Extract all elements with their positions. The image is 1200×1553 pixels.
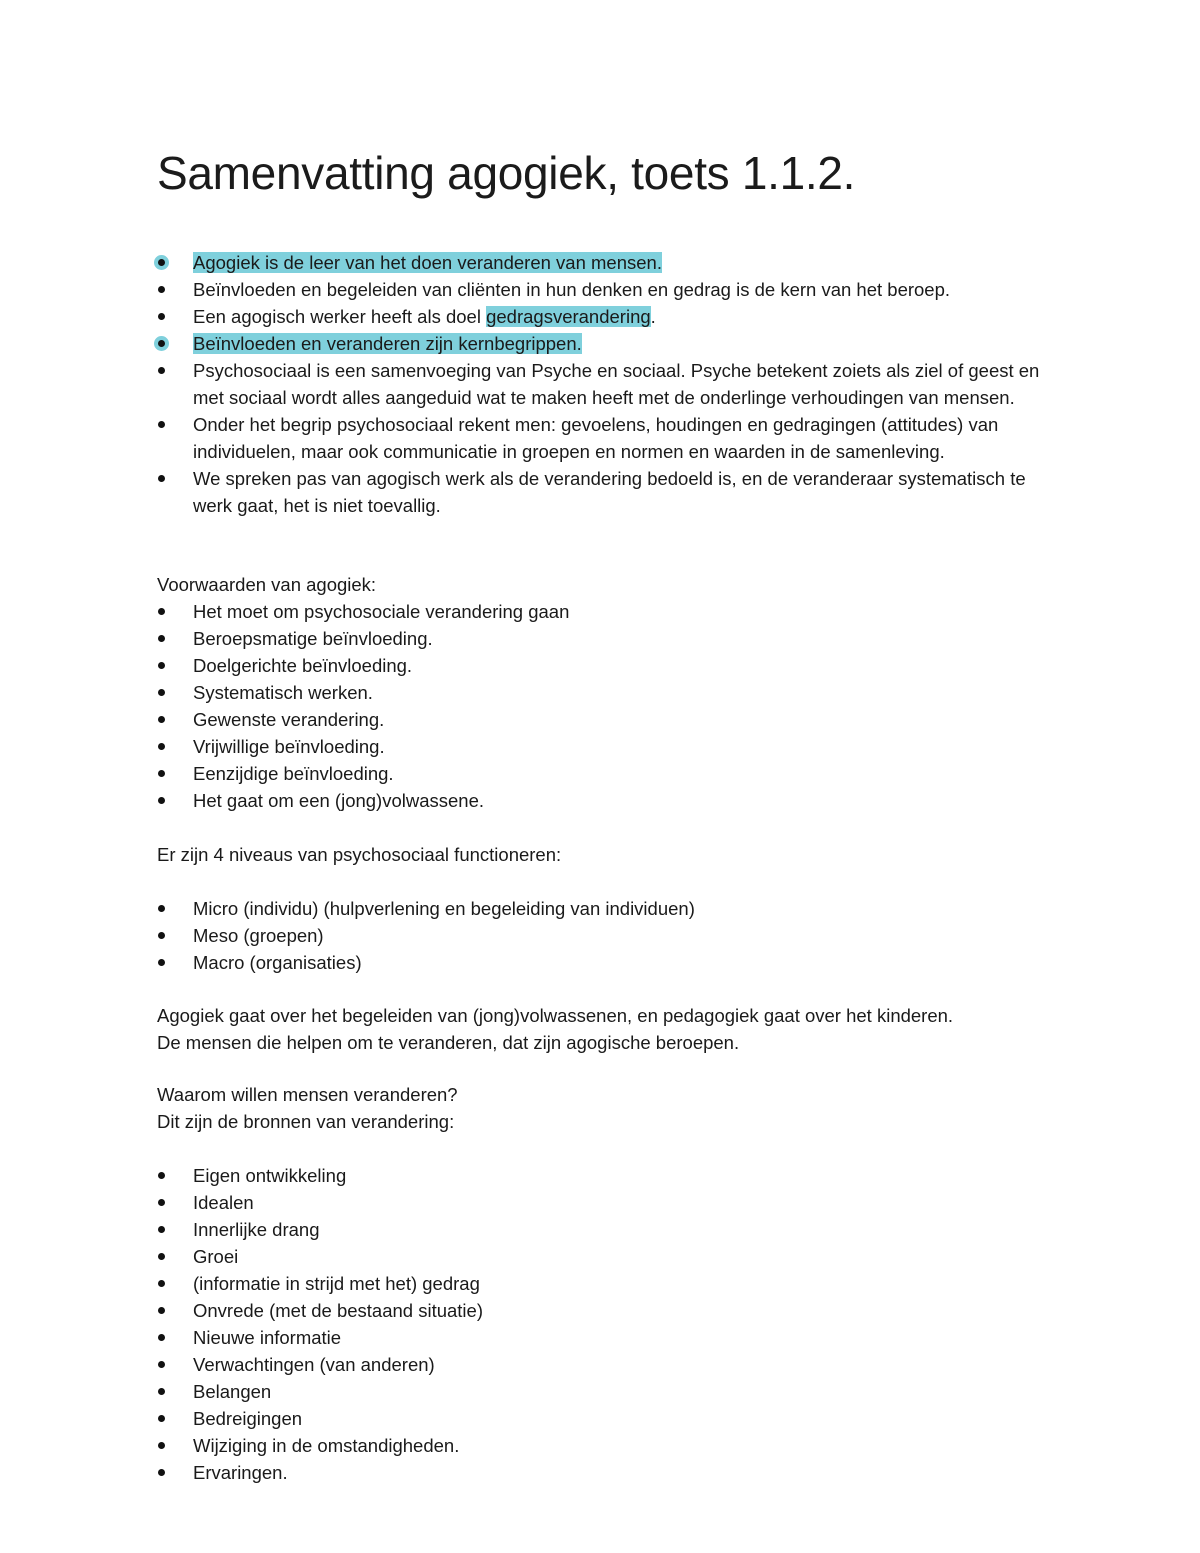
list-item: Psychosociaal is een samenvoeging van Psyche en sociaal. Psyche betekent zoiets als ziel of geest en met sociaal wordt alles aangeduid wat te maken heeft met de onderlinge verhoudingen van mensen. (157, 357, 1057, 411)
highlighted-text: gedragsverandering (486, 306, 651, 327)
list-item: Idealen (157, 1189, 1057, 1216)
paragraph-line: Agogiek gaat over het begeleiden van (jong)volwassenen, en pedagogiek gaat over het kinderen. (157, 1005, 954, 1026)
list-item: Een agogisch werker heeft als doel gedragsverandering. (157, 303, 1057, 330)
bronnen-section (157, 1081, 1057, 1486)
list-item: Nieuwe informatie (157, 1324, 1057, 1351)
list-item: Het gaat om een (jong)volwassene. (157, 787, 1057, 814)
niveaus-list (157, 895, 1057, 976)
list-item: Het moet om psychosociale verandering gaan (157, 598, 1057, 625)
list-item: Innerlijke drang (157, 1216, 1057, 1243)
highlighted-text: Agogiek is de leer van het doen veranderen van mensen. (193, 252, 662, 273)
list-item: Eenzijdige beïnvloeding. (157, 760, 1057, 787)
list-item (157, 249, 1057, 276)
section-heading: Dit zijn de bronnen van verandering: (157, 1111, 455, 1132)
agogiek-paragraph (157, 1002, 1057, 1056)
section-heading: Voorwaarden van agogiek: (157, 574, 377, 595)
list-item: Bedreigingen (157, 1405, 1057, 1432)
section-heading: Er zijn 4 niveaus van psychosociaal functioneren: (157, 844, 562, 865)
list-item: Beroepsmatige beïnvloeding. (157, 625, 1057, 652)
list-item: Meso (groepen) (157, 922, 1057, 949)
list-item: Wijziging in de omstandigheden. (157, 1432, 1057, 1459)
list-item: (informatie in strijd met het) gedrag (157, 1270, 1057, 1297)
list-item: Ervaringen. (157, 1459, 1057, 1486)
list-item: Eigen ontwikkeling (157, 1162, 1057, 1189)
list-item (157, 330, 1057, 357)
voorwaarden-section (157, 571, 1057, 814)
section-question: Waarom willen mensen veranderen? (157, 1084, 458, 1105)
highlighted-text: Beïnvloeden en veranderen zijn kernbegrippen. (193, 333, 582, 354)
list-item: Onder het begrip psychosociaal rekent men: gevoelens, houdingen en gedragingen (attitudes) van individuelen, maar ook communicatie in groepen en normen en waarden in de samenleving. (157, 411, 1057, 465)
bronnen-list (157, 1162, 1057, 1486)
list-item: Vrijwillige beïnvloeding. (157, 733, 1057, 760)
list-item: Systematisch werken. (157, 679, 1057, 706)
intro-section (157, 249, 1057, 519)
list-item: Doelgerichte beïnvloeding. (157, 652, 1057, 679)
niveaus-section (157, 841, 1057, 976)
list-item: Verwachtingen (van anderen) (157, 1351, 1057, 1378)
intro-list (157, 249, 1057, 519)
list-item: Belangen (157, 1378, 1057, 1405)
list-item: We spreken pas van agogisch werk als de verandering bedoeld is, en de veranderaar systematisch te werk gaat, het is niet toevallig. (157, 465, 1057, 519)
paragraph-line: De mensen die helpen om te veranderen, dat zijn agogische beroepen. (157, 1032, 740, 1053)
list-item: Groei (157, 1243, 1057, 1270)
list-item: Onvrede (met de bestaand situatie) (157, 1297, 1057, 1324)
page-title: Samenvatting agogiek, toets 1.1.2. (157, 147, 856, 199)
list-item: Gewenste verandering. (157, 706, 1057, 733)
list-item: Micro (individu) (hulpverlening en begeleiding van individuen) (157, 895, 1057, 922)
voorwaarden-list (157, 598, 1057, 814)
list-item: Macro (organisaties) (157, 949, 1057, 976)
list-item: Beïnvloeden en begeleiden van cliënten in hun denken en gedrag is de kern van het beroep. (157, 276, 1057, 303)
